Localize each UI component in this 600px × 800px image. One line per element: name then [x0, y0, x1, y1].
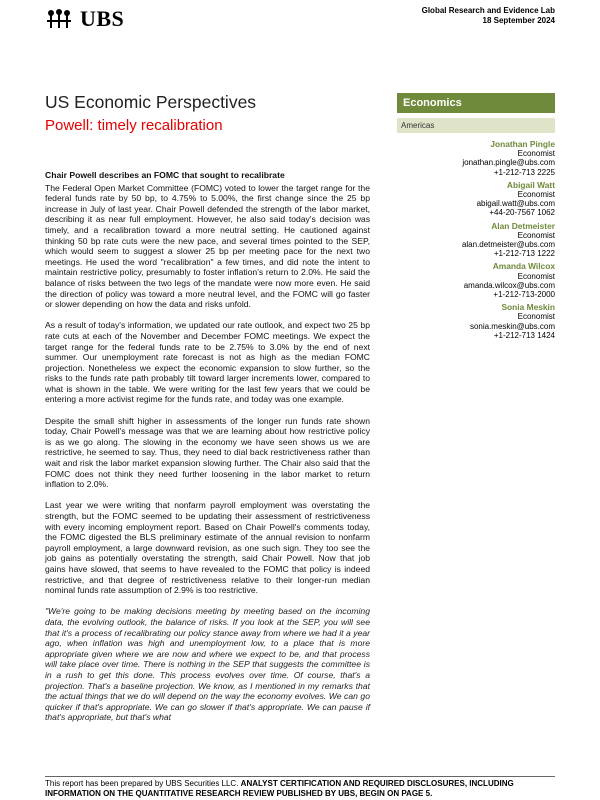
author-card [385, 140, 555, 177]
ubs-logo [44, 6, 124, 32]
section-heading: Chair Powell describes an FOMC that sought to recalibrate [45, 170, 285, 180]
page-subtitle: Powell: timely recalibration [45, 117, 223, 134]
author-role: Economist [517, 230, 555, 240]
ubs-keys-icon [44, 8, 74, 30]
report-date: 18 September 2024 [482, 16, 555, 25]
body-paragraph: The Federal Open Market Committee (FOMC) voted to lower the target range for the federal funds rate by 50 bp, to 4.75% to 5.00%, the first change since the 25 bp increase in July of last year. Chair Powell defended the strength of the labor market, describing it as near full employment. However, he also said today's decision was timely, and a recalibration toward a more neutral setting. He cautioned against thinking 50 bp rate cuts were the new pace, and several times pointed to the SEP, which would seem to suggest a slower 25 bp per meeting pace for the next two meetings. He used the word "recalibration" a few times, and did note the intent to maintain restrictive policy, presumably to foster inflation's return to 2.0%. He said the balance of risks between the two legs of the mandate were now more even. He said the direction of policy was toward a more neutral level, and the FOMC will go faster or slower depending on how the data and risks unfold. [45, 182, 370, 310]
footer-disclaimer [45, 779, 555, 798]
author-phone: +44-20-7567 1062 [489, 208, 555, 218]
author-card [385, 222, 555, 259]
author-name: Sonia Meskin [501, 302, 555, 313]
footer-disclosure[interactable]: ANALYST CERTIFICATION AND REQUIRED DISCLOSURES, INCLUDING INFORMATION ON THE QUANTITATIVE RESEARCH REVIEW PUBLISHED BY UBS, BEGIN ON PAGE 5. [45, 779, 514, 798]
department-label: Global Research and Evidence Lab [421, 6, 555, 15]
author-email[interactable]: sonia.meskin@ubs.com [469, 321, 555, 331]
body-paragraph: Last year we were writing that nonfarm payroll employment was overstating the strength, but the FOMC seemed to be updating their assessment of restrictiveness with every incoming employment report. Based on Chair Powell's comments today, the FOMC digested the BLS preliminary estimate of the annual revision to nonfarm payroll employment, a large downward revision, as one such sign. They too see the job gains as potentially overstating the strength, said Chair Powell. Now that job gains have slowed, that seems to have revealed to the FOMC that policy is indeed restrictive, and that degree of restrictiveness relative to their longer-run median nominal funds rate assumption of 2.9% is too restrictive. [45, 500, 370, 596]
brand-name: UBS [80, 6, 125, 31]
author-name: Amanda Wilcox [492, 261, 555, 272]
author-phone: +1-212-713 2225 [493, 167, 555, 177]
author-role: Economist [517, 271, 555, 281]
author-role: Economist [517, 312, 555, 322]
author-phone: +1-212-713 1222 [493, 249, 555, 259]
author-name: Abigail Watt [506, 179, 555, 190]
report-header [422, 6, 555, 26]
body-paragraph: Despite the small shift higher in assessments of the longer run funds rate shown today, Chair Powell's message was that we are learning about how restrictive policy is as we go along. The slowing in the economy we have seen shows us we are restrictive, he seemed to say. Thus, they need to dial back restrictiveness rather than wait and risk the labor market expansion slowing further. The Chair also said that the FOMC does not think they need further loosening in the labor market to return inflation to 2.0%. [45, 415, 370, 490]
author-name: Jonathan Pingle [490, 139, 555, 149]
author-list [385, 140, 555, 344]
author-email[interactable]: amanda.wilcox@ubs.com [463, 280, 555, 290]
author-email[interactable]: abigail.watt@ubs.com [476, 199, 555, 209]
article-body [45, 170, 370, 733]
author-role: Economist [517, 149, 555, 159]
author-email[interactable]: alan.detmeister@ubs.com [461, 240, 555, 250]
author-phone: +1-212-713-2000 [493, 290, 555, 300]
region-label: Americas [397, 118, 555, 133]
author-phone: +1-212-713 1424 [493, 330, 555, 340]
author-card [385, 262, 555, 299]
author-card [385, 303, 555, 340]
footer-divider [45, 776, 555, 777]
section-label: Economics [397, 93, 555, 113]
body-paragraph: As a result of today's information, we updated our rate outlook, and expect two 25 bp rate cuts at each of the November and December FOMC meetings. We expect the target range for the federal funds rate to be 2.75% to 3.0% by the end of next summer. Our unemployment rate forecast is not as high as the median FOMC projection. Nonetheless we expect the economic expansion to slow further, so the risks to the funds rate path probably tilt toward larger increments lower, compared to what is shown in the table. We were writing for the last few years that we could be entering a more activist regime for the funds rate, and today was one example. [45, 320, 370, 405]
author-email[interactable]: jonathan.pingle@ubs.com [462, 158, 555, 168]
author-name: Alan Detmeister [491, 220, 555, 231]
author-card [385, 181, 555, 218]
powell-quote: "We're going to be making decisions meeting by meeting based on the incoming data, the evolving outlook, the balance of risks. If you look at the SEP, you will see that it's a process of recalibrating our policy stance away from where we had it a year ago, when inflation was high and unemployment low, to a place that is more appropriate given where we are now and where we expect to be, and that process will take place over time. There is nothing in the SEP that suggests the committee is in a rush to get this done. This process evolves over time. Of course, that's a projection. That's a baseline projection. We know, as I mentioned in my remarks that the actual things that we do will depend on the way the economy evolves. We can go quicker if that's appropriate. We can go slower if that's appropriate. We can pause if that's appropriate, but that's what [45, 606, 370, 723]
author-role: Economist [517, 190, 555, 200]
page-title: US Economic Perspectives [45, 92, 257, 112]
footer-prefix: This report has been prepared by UBS Securities LLC. [45, 779, 239, 788]
